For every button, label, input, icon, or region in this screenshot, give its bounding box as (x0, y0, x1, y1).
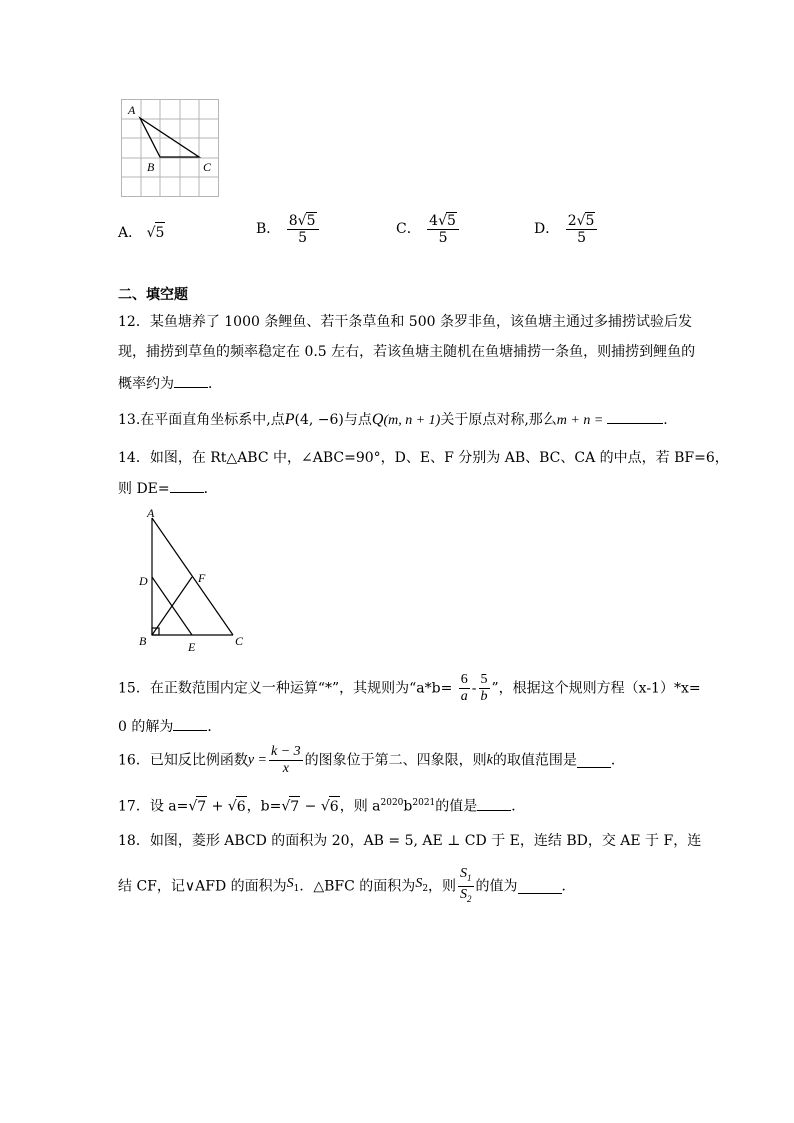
q18-triangle-afd: ∨AFD 的面积为 (184, 878, 287, 895)
q12-line3-text: 概率约为 (118, 376, 174, 392)
option-a-letter: A． (118, 225, 143, 241)
label-a: A (128, 103, 136, 117)
q17-plus: + (207, 798, 228, 815)
q12-line3 (118, 373, 222, 394)
q14-line2 (118, 478, 218, 499)
option-b-denominator: 5 (298, 230, 308, 246)
q17-radicand2: 6 (236, 796, 247, 817)
option-d-coef: 2 (567, 213, 577, 229)
q16-k: k (486, 752, 493, 768)
q17-end: ． (511, 798, 526, 815)
q15-frac2-denominator: b (480, 689, 488, 704)
q18-s2: S (415, 876, 423, 892)
q17-text3: ，则 a (339, 798, 381, 815)
section-title: 二、填空题 (118, 287, 188, 303)
q14-end: ． (203, 481, 218, 497)
label-a: A (147, 506, 155, 520)
q13-end: . (663, 412, 668, 428)
q13-expression: m + n = (556, 413, 604, 428)
q17-text4: 的值是 (435, 798, 478, 815)
q17-exponent2: 2021 (412, 798, 436, 808)
option-c-coef: 4 (429, 213, 439, 229)
q15-line2 (118, 716, 221, 737)
label-c: C (235, 634, 244, 648)
label-c: C (203, 160, 212, 174)
q17-b: b (403, 798, 413, 815)
q18-s2-subscript: 2 (422, 884, 429, 895)
label-b: B (147, 160, 155, 174)
q15-text2: ”，根据这个规则方程（x-1）*x= (491, 680, 701, 697)
option-b-letter: B． (256, 221, 281, 237)
label-b: B (139, 634, 147, 648)
q15-minus: - (471, 680, 477, 697)
q13-point-q: Q (371, 411, 384, 428)
option-c: C． $\frac{4√5}{5}$ (396, 212, 461, 246)
q18-line2 (118, 866, 576, 907)
q14-line1: 14．如图，在 Rt△ABC 中，∠ABC=90°，D、E、F 分别为 AB、BC、CA 的中点，若 BF=6， (118, 450, 729, 466)
q18-frac-denominator-subscript: 2 (467, 893, 472, 904)
q15-line1 (118, 672, 701, 705)
label-e: E (188, 640, 196, 654)
q15-text1: 15．在正数范围内定义一种运算“*”，其规则为“a*b= (118, 680, 453, 697)
q12-line2: 现，捕捞到草鱼的频率稳定在 0.5 左右，若该鱼塘主随机在鱼塘捕捞一条鱼，则捕捞到鲤鱼的 (118, 344, 696, 360)
q15-end: ． (207, 719, 222, 735)
q13-text3: 关于原点对称,那么 (440, 412, 557, 428)
q16-text2: 的图象位于第二、四象限，则 (304, 752, 487, 769)
option-b-radicand: 5 (306, 213, 316, 229)
q14-line2-text: 则 DE= (118, 481, 170, 497)
q15-answer-blank (173, 716, 207, 731)
option-a: A． √5 (118, 222, 165, 243)
option-d-denominator: 5 (577, 230, 587, 246)
q12-answer-blank (174, 373, 208, 388)
q12-end: ． (208, 376, 222, 392)
q17-radicand4: 6 (329, 796, 340, 817)
q17-exponent1: 2020 (380, 798, 404, 808)
option-d-letter: D． (534, 221, 560, 237)
q16-text1: 16．已知反比例函数 (118, 752, 248, 769)
q13-point-p: P (284, 411, 295, 428)
q13-answer-blank (607, 409, 663, 424)
option-c-denominator: 5 (438, 230, 448, 246)
q18-s1-subscript: 1 (293, 884, 300, 895)
option-a-radicand: 5 (155, 222, 166, 243)
right-triangle-figure (130, 502, 255, 658)
grid-triangle-figure (118, 98, 222, 200)
q16-text3: 的取值范围是 (492, 752, 577, 769)
q18-text1: 结 CF，记 (118, 878, 185, 895)
q14-answer-blank (170, 478, 204, 493)
q18-end: ． (561, 878, 576, 895)
q16-y-equals: y = (247, 752, 267, 768)
q17-minus: − (300, 798, 321, 815)
q17-text2: ，b= (246, 798, 282, 815)
q18-line1: 18．如图，菱形 ABCD 的面积为 20，AB = 5, AE ⊥ CD 于 E，连结 BD，交 AE 于 F，连 (118, 833, 702, 849)
q13-p-coords: (4, −6) (294, 412, 344, 428)
q15-frac1-numerator: 6 (460, 672, 468, 687)
q17-line: 17．设 a=√7 + √6，b=√7 − √6，则 $a^{2020}b^{2021}$的值是 ． (118, 793, 525, 817)
option-c-radicand: 5 (447, 213, 456, 229)
q15-frac2-numerator: 5 (480, 672, 488, 687)
q13-q-coords: (m, n + 1) (383, 413, 441, 428)
q13-text2: 与点 (343, 412, 372, 428)
q13-text1: 13.在平面直角坐标系中,点 (118, 412, 285, 428)
label-d: D (139, 574, 148, 588)
option-d-radicand: 5 (585, 213, 595, 229)
q16-numerator: k − 3 (271, 744, 301, 759)
label-f: F (198, 571, 206, 585)
option-c-letter: C． (396, 221, 421, 237)
q16-line (118, 744, 625, 777)
q15-frac1-denominator: a (460, 689, 468, 704)
q13-line (118, 409, 668, 431)
q18-s1: S (286, 876, 294, 892)
q18-text4: 的值为 (475, 878, 518, 895)
q15-line2-text: 0 的解为 (118, 719, 174, 735)
q18-frac-numerator-subscript: 1 (467, 872, 472, 883)
q18-text3: ，则 (428, 878, 457, 895)
q17-radicand1: 7 (196, 796, 207, 817)
q17-radicand3: 7 (289, 796, 300, 817)
q18-frac-denominator: S (460, 886, 468, 902)
option-b: B． $\frac{8√5}{5}$ (256, 212, 321, 246)
q18-answer-blank (518, 879, 562, 894)
option-d: D． $\frac{2√5}{5}$ (534, 212, 599, 246)
q17-answer-blank (477, 796, 511, 811)
q16-end: ． (610, 752, 625, 769)
q16-denominator: x (282, 761, 289, 776)
q18-text2: ．△BFC 的面积为 (299, 878, 416, 895)
q17-text1: 17．设 a= (118, 798, 189, 815)
q12-line1: 12．某鱼塘养了 1000 条鲤鱼、若干条草鱼和 500 条罗非鱼，该鱼塘主通过多捕捞试验后发 (118, 314, 692, 330)
option-b-coef: 8 (288, 213, 298, 229)
q16-answer-blank (577, 753, 611, 768)
grid-border (122, 100, 219, 197)
q18-frac-numerator: S (460, 866, 468, 881)
